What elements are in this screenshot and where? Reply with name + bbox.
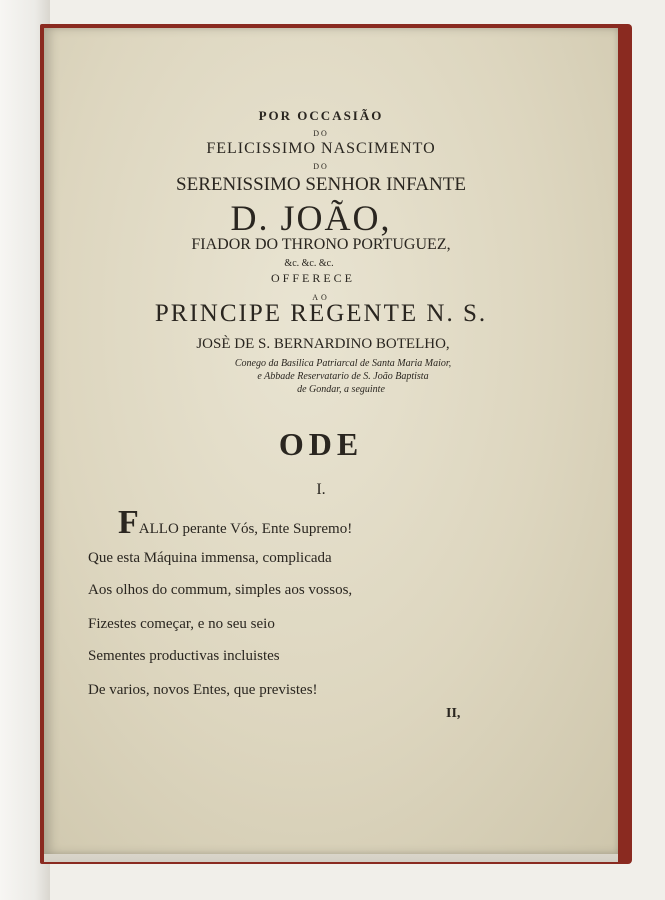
header-line-offerece: OFFERECE xyxy=(270,271,355,285)
verse-line-1-text: ALLO perante Vós, Ente Supremo! xyxy=(138,521,353,537)
verse-line-1 xyxy=(118,504,352,542)
header-line-ao: AO xyxy=(312,293,330,302)
header-line-principe: PRINCIPE REGENTE N. S. xyxy=(154,300,488,327)
header-line-do-2: DO xyxy=(313,162,329,171)
author-name: JOSÈ DE S. BERNARDINO BOTELHO, xyxy=(196,336,450,352)
header-line-occasion: POR OCCASIÃO xyxy=(258,108,384,123)
verse-line-4: Fizestes começar, e no seu seio xyxy=(88,616,275,632)
verse-line-5: Sementes productivas incluistes xyxy=(88,648,280,664)
drop-cap: F xyxy=(118,504,139,541)
verse-line-6: De varios, novos Entes, que previstes! xyxy=(88,682,318,698)
ode-title: ODE xyxy=(278,426,364,462)
section-number: I. xyxy=(316,481,326,498)
header-line-nascimento: FELICISSIMO NASCIMENTO xyxy=(206,140,436,157)
verse-line-3: Aos olhos do commum, simples aos vossos, xyxy=(88,582,353,598)
header-line-etc: &c. &c. &c. xyxy=(284,258,334,269)
author-title-line-1: Conego da Basilica Patriarcal de Santa Maria Maior, xyxy=(234,358,452,369)
book-page xyxy=(44,28,618,854)
header-line-fiador: FIADOR DO THRONO PORTUGUEZ, xyxy=(191,236,451,253)
verse-line-2: Que esta Máquina immensa, complicada xyxy=(88,550,332,566)
header-line-dom-joao: D. JOÃO, xyxy=(230,198,392,238)
author-title-line-2: e Abbade Reservatario de S. João Baptista xyxy=(257,371,429,382)
author-title-line-3: de Gondar, a seguinte xyxy=(297,384,385,395)
catchword: II, xyxy=(446,706,461,721)
header-line-do-1: DO xyxy=(313,129,329,138)
header-line-infante: SERENISSIMO SENHOR INFANTE xyxy=(176,174,466,195)
